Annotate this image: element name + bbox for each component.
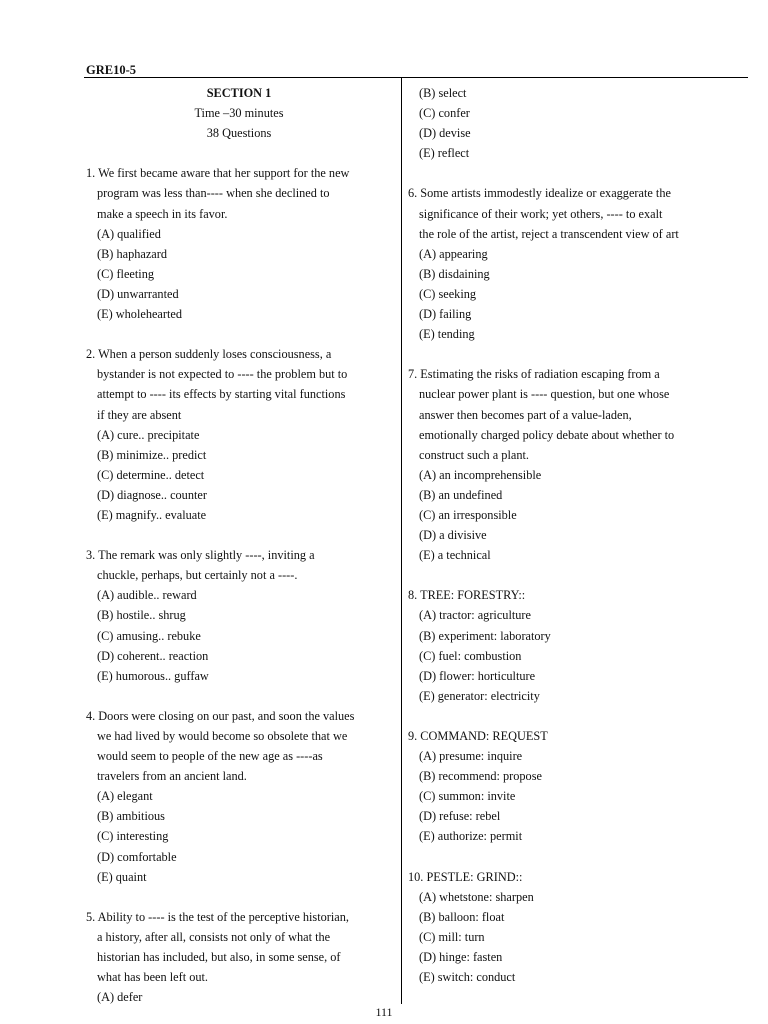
spacer [86, 887, 392, 907]
answer-option: (C) fuel: combustion [419, 648, 522, 663]
answer-option: (A) defer [97, 990, 143, 1005]
question-stem: travelers from an ancient land. [97, 769, 247, 784]
question-stem: 10. PESTLE: GRIND:: [408, 869, 523, 884]
question-stem: chuckle, perhaps, but certainly not a ----. [97, 568, 298, 583]
answer-option: (E) a technical [419, 548, 491, 563]
answer-option: (D) hinge: fasten [419, 950, 503, 965]
answer-option: (C) seeking [419, 286, 477, 301]
answer-option: (D) flower: horticulture [419, 668, 536, 683]
question-stem: 4. Doors were closing on our past, and soon the values [86, 708, 355, 723]
question-7 [408, 364, 738, 565]
answer-option: (A) presume: inquire [419, 749, 523, 764]
answer-option: (B) an undefined [419, 487, 503, 502]
answer-option: (A) appearing [419, 246, 488, 261]
spacer [408, 847, 738, 867]
question-stem: historian has included, but also, in some sense, of [97, 950, 341, 965]
section-title: SECTION 1 [206, 86, 272, 100]
answer-option: (D) devise [419, 126, 471, 141]
spacer [408, 706, 738, 726]
answer-option: (B) haphazard [97, 246, 167, 261]
answer-option: (D) coherent.. reaction [97, 648, 209, 663]
section-time: Time –30 minutes [194, 106, 284, 121]
question-stem: 1. We first became aware that her support for the new [86, 166, 350, 181]
answer-option: (C) summon: invite [419, 789, 516, 804]
answer-option: (D) a divisive [419, 528, 487, 543]
question-stem: if they are absent [97, 407, 182, 422]
answer-option: (D) diagnose.. counter [97, 487, 207, 502]
spacer [86, 324, 392, 344]
question-stem: 3. The remark was only slightly ----, inviting a [86, 548, 315, 563]
header-rule [84, 77, 748, 78]
answer-option: (E) magnify.. evaluate [97, 507, 207, 522]
spacer [86, 143, 392, 163]
question-3 [86, 545, 392, 686]
answer-option: (E) reflect [419, 146, 470, 161]
answer-option: (B) disdaining [419, 266, 490, 281]
question-stem: we had lived by would become so obsolete that we [97, 729, 348, 743]
column-divider [401, 78, 402, 1004]
answer-option: (E) quaint [97, 869, 147, 884]
answer-option: (C) amusing.. rebuke [97, 628, 201, 643]
answer-option: (E) wholehearted [97, 307, 183, 322]
answer-option: (C) mill: turn [419, 929, 485, 944]
answer-option: (B) experiment: laboratory [419, 628, 551, 643]
question-stem: 6. Some artists immodestly idealize or exaggerate the [408, 186, 671, 201]
answer-option: (A) cure.. precipitate [97, 427, 200, 442]
answer-option: (D) refuse: rebel [419, 809, 501, 824]
answer-option: (A) audible.. reward [97, 588, 197, 603]
answer-option: (E) tending [419, 327, 475, 342]
spacer [408, 163, 738, 183]
spacer [86, 525, 392, 545]
answer-option: (E) generator: electricity [419, 688, 540, 703]
question-stem: attempt to ---- its effects by starting vital functions [97, 387, 346, 402]
question-stem: 8. TREE: FORESTRY:: [408, 588, 526, 603]
question-stem: program was less than---- when she declined to [97, 186, 330, 201]
answer-option: (D) unwarranted [97, 286, 179, 301]
question-10 [408, 867, 738, 988]
answer-option: (C) confer [419, 106, 470, 121]
question-stem: significance of their work; yet others, ---- to exalt [419, 206, 663, 221]
answer-option: (B) minimize.. predict [97, 447, 207, 462]
answer-option: (A) whetstone: sharpen [419, 889, 534, 904]
header-code: GRE10-5 [86, 63, 136, 77]
question-stem: what has been left out. [97, 970, 208, 985]
question-stem: nuclear power plant is ---- question, but one whose [419, 387, 670, 402]
question-stem: bystander is not expected to ---- the problem but to [97, 367, 348, 382]
answer-option: (B) balloon: float [419, 909, 505, 924]
question-stem: a history, after all, consists not only of what the [97, 929, 331, 944]
left-column [86, 83, 392, 1007]
spacer [408, 344, 738, 364]
answer-option: (C) interesting [97, 829, 169, 844]
question-stem: answer then becomes part of a value-laden, [419, 407, 632, 422]
answer-option: (C) an irresponsible [419, 507, 517, 522]
answer-option: (D) comfortable [97, 849, 177, 864]
answer-option: (A) qualified [97, 226, 161, 241]
section-count: 38 Questions [206, 126, 272, 141]
answer-option: (D) failing [419, 307, 472, 322]
answer-option: (B) ambitious [97, 809, 165, 824]
question-5-continued [408, 83, 738, 163]
question-stem: emotionally charged policy debate about whether to [419, 427, 675, 442]
answer-option: (E) humorous.. guffaw [97, 668, 209, 683]
answer-option: (B) select [419, 86, 467, 100]
question-stem: make a speech in its favor. [97, 206, 228, 221]
question-5 [86, 907, 392, 1007]
question-4 [86, 706, 392, 887]
answer-option: (A) an incomprehensible [419, 467, 542, 482]
answer-option: (E) authorize: permit [419, 829, 523, 844]
answer-option: (C) determine.. detect [97, 467, 205, 482]
answer-option: (C) fleeting [97, 266, 155, 281]
spacer [86, 686, 392, 706]
question-stem: 7. Estimating the risks of radiation escaping from a [408, 367, 660, 382]
answer-option: (A) elegant [97, 789, 153, 804]
question-stem: 5. Ability to ---- is the test of the perceptive historian, [86, 909, 349, 924]
question-8 [408, 585, 738, 706]
question-2 [86, 344, 392, 525]
answer-option: (B) hostile.. shrug [97, 608, 186, 623]
answer-option: (E) switch: conduct [419, 970, 516, 985]
page-number: 111 [375, 1005, 393, 1019]
question-6 [408, 183, 738, 344]
answer-option: (A) tractor: agriculture [419, 608, 531, 623]
answer-option: (B) recommend: propose [419, 769, 542, 784]
question-1 [86, 163, 392, 324]
spacer [408, 565, 738, 585]
question-stem: the role of the artist, reject a transcendent view of art [419, 226, 679, 241]
question-stem: 9. COMMAND: REQUEST [408, 729, 548, 743]
question-stem: would seem to people of the new age as ----as [97, 749, 323, 764]
right-column [408, 83, 738, 987]
question-9 [408, 726, 738, 847]
question-stem: 2. When a person suddenly loses consciousness, a [86, 347, 332, 362]
question-stem: construct such a plant. [419, 447, 529, 462]
